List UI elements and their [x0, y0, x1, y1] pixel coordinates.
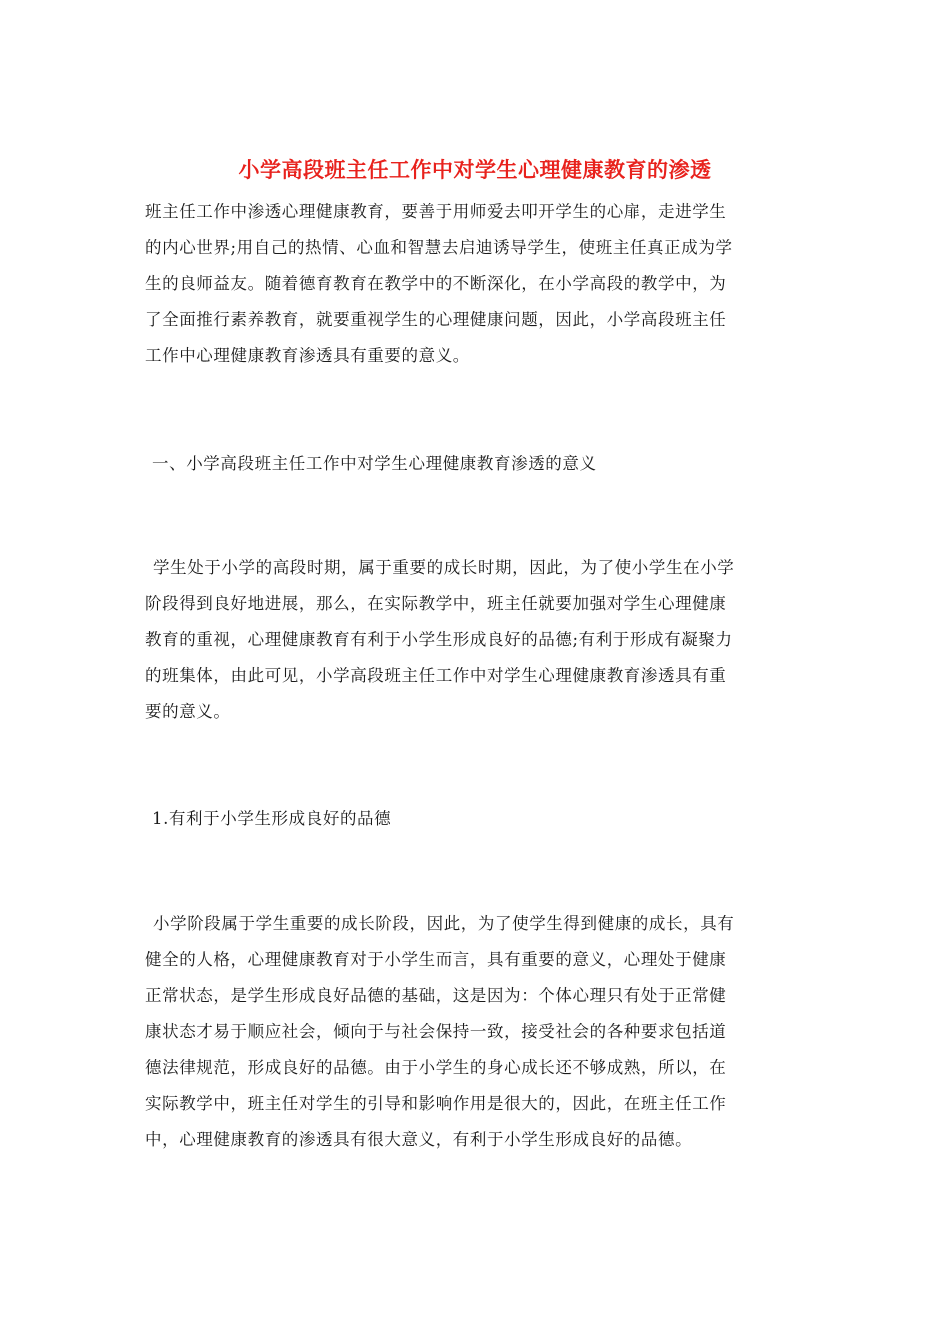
- paragraph-line: 健全的人格，心理健康教育对于小学生而言，具有重要的意义，心理处于健康: [145, 950, 727, 969]
- section-heading: 一、小学高段班主任工作中对学生心理健康教育渗透的意义: [152, 454, 597, 473]
- paragraph-line: 教育的重视，心理健康教育有利于小学生形成良好的品德;有利于形成有凝聚力: [145, 630, 733, 649]
- paragraph-line: 学生处于小学的高段时期，属于重要的成长时期，因此，为了使小学生在小学: [153, 558, 735, 577]
- paragraph-line: 小学阶段属于学生重要的成长阶段，因此，为了使学生得到健康的成长，具有: [153, 914, 735, 933]
- paragraph-line: 的班集体，由此可见，小学高段班主任工作中对学生心理健康教育渗透具有重: [145, 666, 727, 685]
- paragraph-line: 阶段得到良好地进展，那么，在实际教学中，班主任就要加强对学生心理健康: [145, 594, 727, 613]
- intro-line: 班主任工作中渗透心理健康教育，要善于用师爱去叩开学生的心扉，走进学生: [145, 202, 727, 221]
- paragraph-line: 中，心理健康教育的渗透具有很大意义，有利于小学生形成良好的品德。: [145, 1130, 693, 1149]
- intro-paragraph: [145, 194, 807, 374]
- paragraph-line: 康状态才易于顺应社会，倾向于与社会保持一致，接受社会的各种要求包括道: [145, 1022, 727, 1041]
- intro-line: 的内心世界;用自己的热情、心血和智慧去启迪诱导学生，使班主任真正成为学: [145, 238, 733, 257]
- paragraph-line: 要的意义。: [145, 702, 231, 721]
- intro-line: 工作中心理健康教育渗透具有重要的意义。: [145, 346, 470, 365]
- document-title: 小学高段班主任工作中对学生心理健康教育的渗透: [238, 157, 712, 182]
- subsection-heading: 1.有利于小学生形成良好的品德: [152, 809, 392, 828]
- intro-line: 了全面推行素养教育，就要重视学生的心理健康问题，因此，小学高段班主任: [145, 310, 727, 329]
- paragraph-line: 德法律规范，形成良好的品德。由于小学生的身心成长还不够成熟，所以，在: [145, 1058, 727, 1077]
- section1-paragraph: [145, 550, 807, 730]
- paragraph-line: 实际教学中，班主任对学生的引导和影响作用是很大的，因此，在班主任工作: [145, 1094, 727, 1113]
- subsection1-paragraph: [145, 906, 807, 1158]
- intro-line: 生的良师益友。随着德育教育在教学中的不断深化，在小学高段的教学中，为: [145, 274, 727, 293]
- paragraph-line: 正常状态，是学生形成良好品德的基础，这是因为：个体心理只有处于正常健: [145, 986, 727, 1005]
